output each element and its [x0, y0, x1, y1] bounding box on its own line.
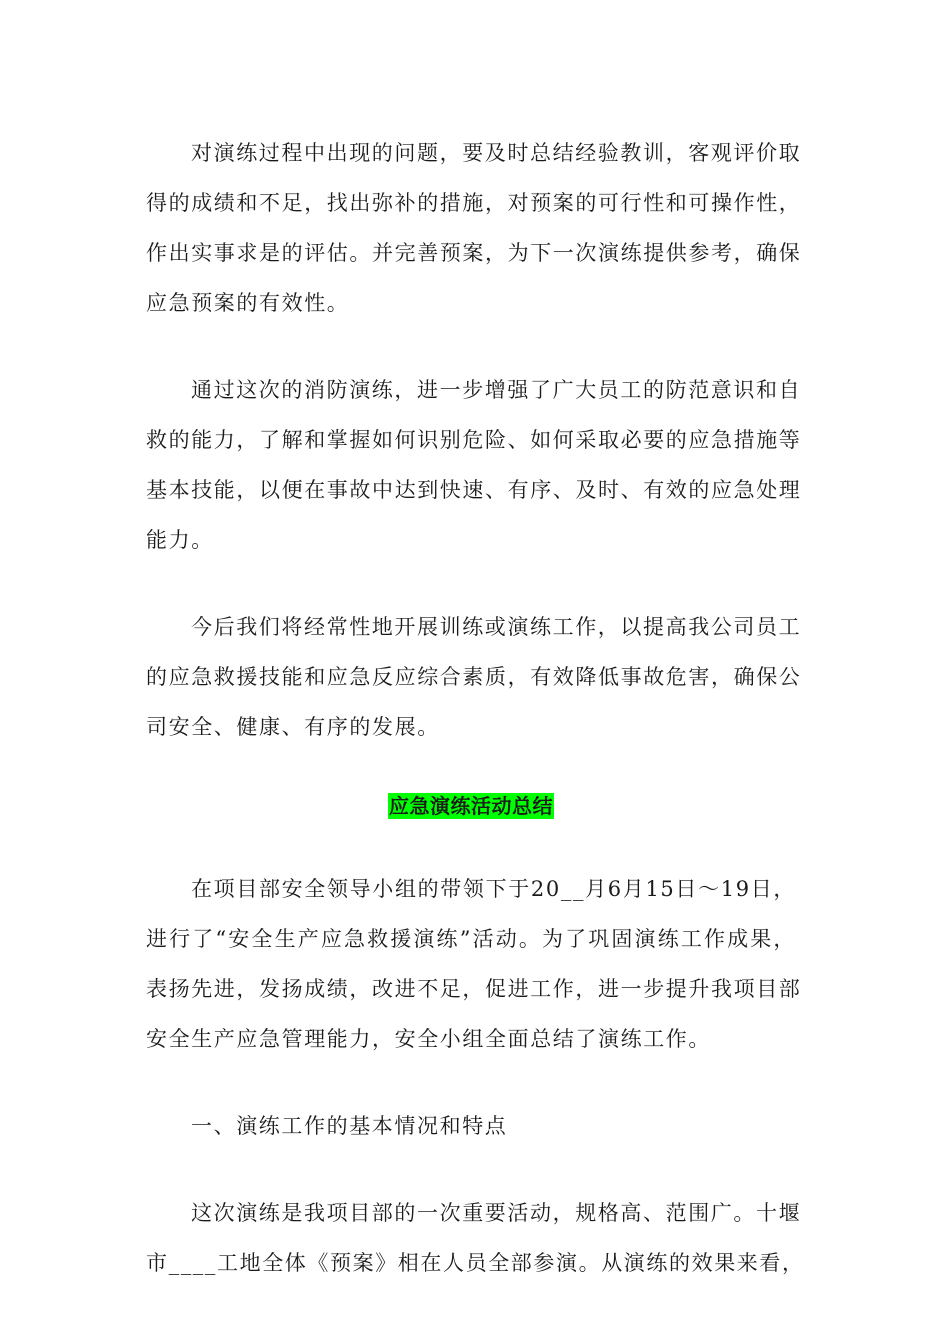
- text-line: 司安全、健康、有序的发展。: [146, 715, 440, 739]
- text-line: 救的能力，了解和掌握如何识别危险、如何采取必要的应急措施等: [146, 428, 802, 452]
- text-line: 作出实事求是的评估。并完善预案，为下一次演练提供参考，确保: [146, 241, 802, 265]
- text-line: 市____工地全体《预案》相在人员全部参演。从演练的效果来看，: [146, 1251, 805, 1275]
- paragraph-drill-summary: [146, 864, 802, 1064]
- text-line: 安全生产应急管理能力，安全小组全面总结了演练工作。: [146, 1027, 711, 1051]
- text-line: 这次演练是我项目部的一次重要活动，规格高、范围广。十堰: [191, 1201, 802, 1225]
- paragraph-evaluation: [146, 128, 802, 328]
- text-line: 应急预案的有效性。: [146, 291, 350, 315]
- text-line: 今后我们将经常性地开展训练或演练工作，以提高我公司员工: [191, 615, 802, 639]
- text-line: 在项目部安全领导小组的带领下于20__月6月15日～19日，: [191, 877, 796, 901]
- document-page: [146, 128, 805, 1325]
- paragraph-drill-overview: [146, 1188, 805, 1288]
- section-title-basic-situation: 一、演练工作的基本情况和特点: [191, 1114, 508, 1138]
- text-line: 表扬先进，发扬成绩，改进不足，促进工作，进一步提升我项目部: [146, 977, 802, 1001]
- text-line: 对演练过程中出现的问题，要及时总结经验教训，客观评价取: [191, 141, 802, 165]
- text-line: 通过这次的消防演练，进一步增强了广大员工的防范意识和自: [191, 378, 802, 402]
- section-heading-wrap: [146, 783, 796, 833]
- text-line: 的应急救援技能和应急反应综合素质，有效降低事故危害，确保公: [146, 665, 802, 689]
- text-line: 基本技能，以便在事故中达到快速、有序、及时、有效的应急处理: [146, 478, 802, 502]
- text-line: 进行了“安全生产应急救援演练”活动。为了巩固演练工作成果，: [146, 927, 796, 951]
- text-line: 能力。: [146, 528, 214, 552]
- text-line: 得的成绩和不足，找出弥补的措施，对预案的可行性和可操作性，: [146, 191, 802, 215]
- paragraph-fire-drill: [146, 365, 802, 565]
- section-heading: 应急演练活动总结: [389, 794, 553, 818]
- paragraph-future-plans: [146, 602, 802, 752]
